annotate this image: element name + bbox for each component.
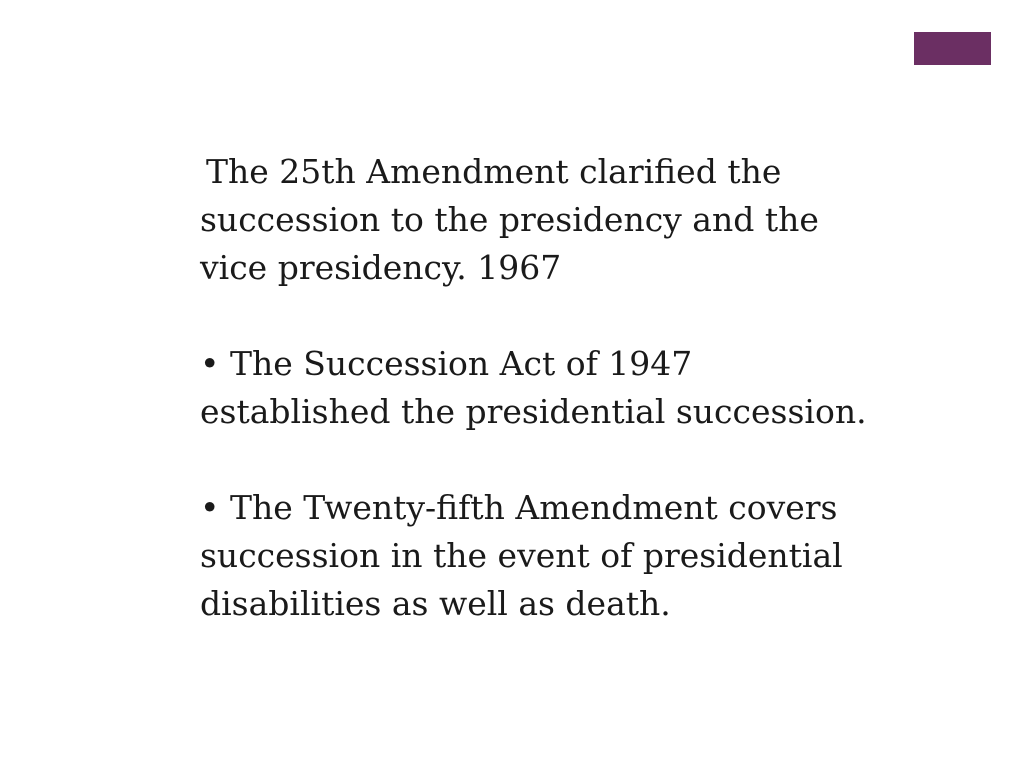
intro-paragraph-text: The 25th Amendment clarified the succession to the presidency and the vice presidency. 1967 — [200, 152, 819, 287]
bullet-text-succession-act: The Succession Act of 1947 established the presidential succession. — [200, 344, 867, 431]
intro-paragraph — [200, 148, 880, 292]
bullet-icon: • — [200, 488, 220, 527]
slide-body-text — [200, 148, 880, 628]
bullet-paragraph-twenty-fifth — [200, 484, 880, 628]
decorative-accent-block — [914, 32, 991, 65]
bullet-icon: • — [200, 344, 220, 383]
bullet-text-twenty-fifth: The Twenty-fifth Amendment covers succession in the event of presidential disabilities as well as death. — [200, 488, 843, 623]
bullet-paragraph-succession-act — [200, 340, 880, 436]
